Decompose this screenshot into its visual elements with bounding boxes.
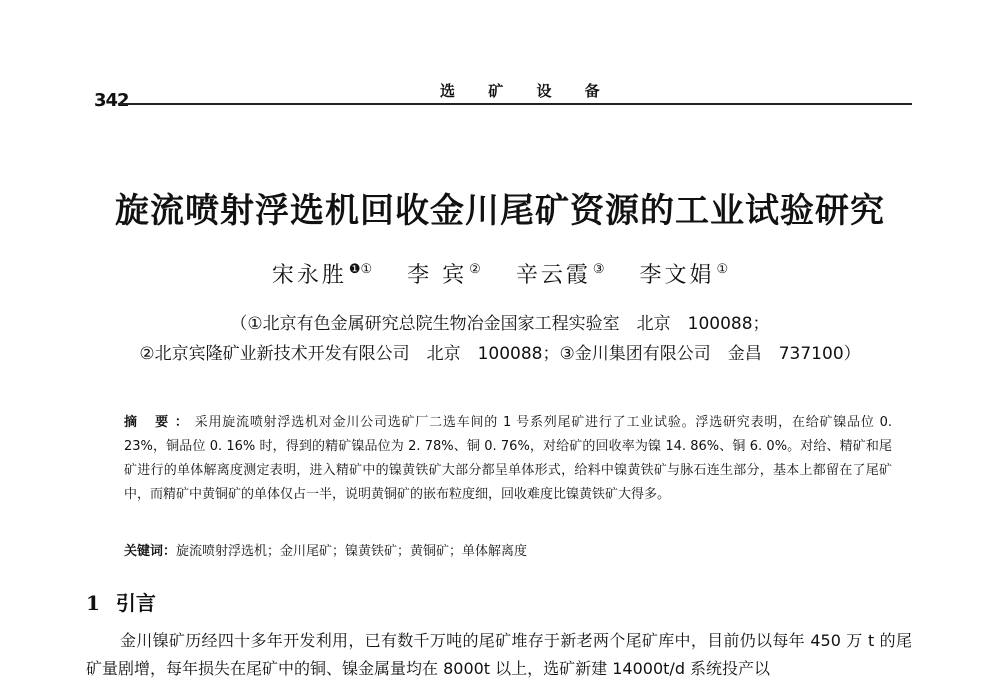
author xyxy=(639,263,728,288)
author-name: 辛云霞 xyxy=(515,263,591,288)
abstract-label: 摘 要： xyxy=(124,415,195,430)
section-heading xyxy=(86,587,156,616)
section-title: 引言 xyxy=(115,591,156,615)
author-affiliation-mark: ❶① xyxy=(348,262,373,277)
page-number: 342 xyxy=(94,90,129,111)
keywords xyxy=(124,540,892,559)
author xyxy=(407,263,481,288)
keywords-text: 旋流喷射浮选机；金川尾矿；镍黄铁矿；黄铜矿；单体解离度 xyxy=(176,544,528,559)
body-paragraph: 金川镍矿历经四十多年开发利用，已有数千万吨的尾矿堆存于新老两个尾矿库中，目前仍以每年 450 万 t 的尾矿量剧增，每年损失在尾矿中的铜、镍金属量均在 8000t 以上，选矿新建 14000t/d 系统投产以 xyxy=(86,631,912,678)
abstract-text: 采用旋流喷射浮选机对金川公司选矿厂二选车间的 1 号系列尾矿进行了工业试验。浮选研究表明，在给矿镍品位 0. 23%，铜品位 0. 16% 时，得到的精矿镍品位为 2. 78%、铜 0. 76%，对给矿的回收率为镍 14. 86%、铜 6. 0%。对给、精矿和尾矿进行的单体解离度测定表明，进入精矿中的镍黄铁矿大部分都呈单体形式，给料中镍黄铁矿与脉石连生部分，基本上都留在了尾矿中，而精矿中黄铜矿的单体仅占一半，说明黄铜矿的嵌布粒度细，回收难度比镍黄铁矿大得多。 xyxy=(124,415,892,502)
abstract xyxy=(124,411,892,507)
affiliation-line: ②北京宾隆矿业新技术开发有限公司 北京 100088；③金川集团有限公司 金昌 737100） xyxy=(139,344,861,364)
author-name: 宋永胜 xyxy=(271,263,347,288)
section-number: 1 xyxy=(86,591,100,615)
affiliation-line: （①北京有色金属研究总院生物冶金国家工程实验室 北京 100088； xyxy=(230,314,770,334)
header-rule xyxy=(118,103,912,105)
author-name: 李 宾 xyxy=(407,263,468,288)
author-affiliation-mark: ③ xyxy=(592,262,605,277)
author-list xyxy=(0,258,1000,289)
paper-title: 旋流喷射浮选机回收金川尾矿资源的工业试验研究 xyxy=(115,191,885,231)
author-name: 李文娟 xyxy=(639,263,715,288)
author xyxy=(516,263,605,288)
author xyxy=(272,263,372,288)
running-header: 选 矿 设 备 xyxy=(440,82,614,100)
author-affiliation-mark: ① xyxy=(716,262,729,277)
keywords-label: 关键词： xyxy=(124,544,177,559)
author-affiliation-mark: ② xyxy=(469,262,481,277)
